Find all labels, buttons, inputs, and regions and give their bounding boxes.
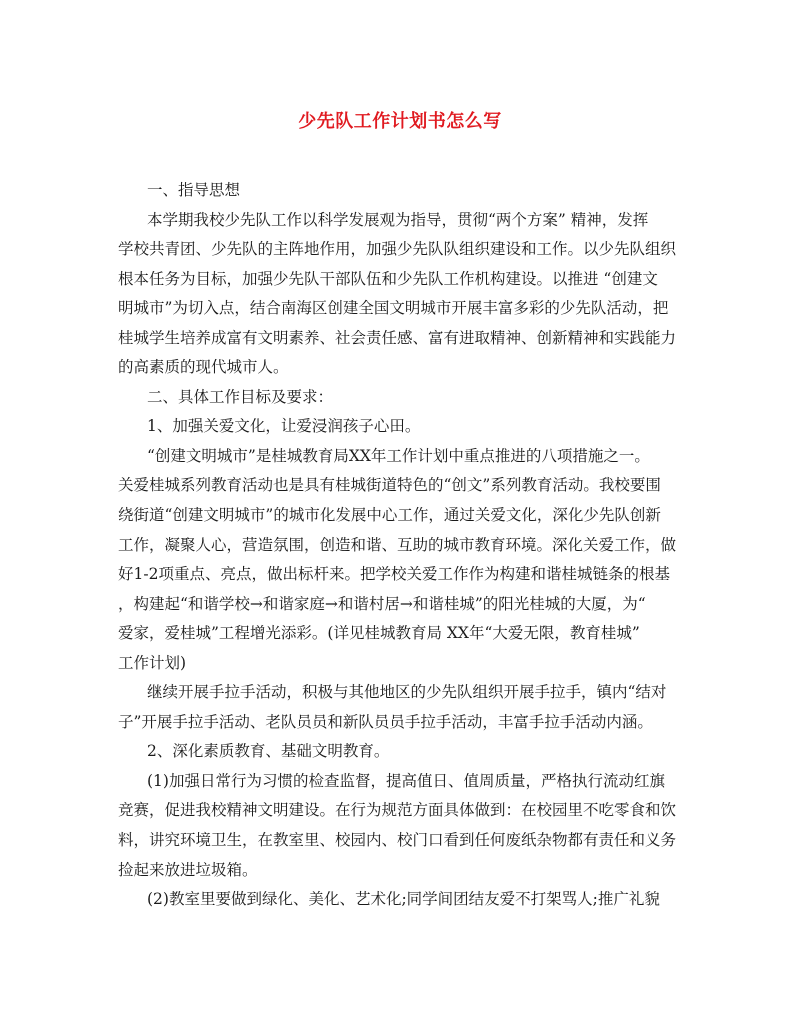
section-heading-guiding-thought: 一、指导思想 — [147, 181, 241, 199]
paragraph-line: 工作，凝聚人心，营造氛围，创造和谐、互助的城市教育环境。深化关爱工作，做 — [118, 535, 677, 554]
paragraph-line: 的高素质的现代城市人。 — [118, 358, 289, 377]
paragraph-line: 好1-2项重点、亮点，做出标杆来。把学校关爱工作作为构建和谐桂城链条的根基 — [118, 565, 670, 584]
paragraph-line: “创建文明城市”是桂城教育局XX年工作计划中重点推进的八项措施之一。 — [147, 446, 650, 465]
paragraph-line: 捡起来放进垃圾箱。 — [118, 860, 258, 879]
paragraph-line: 工作计划) — [118, 653, 187, 672]
document-body — [118, 176, 678, 915]
paragraph-line: 本学期我校少先队工作以科学发展观为指导，贯彻“两个方案” 精神，发挥 — [147, 210, 649, 229]
paragraph-line: 继续开展手拉手活动，积极与其他地区的少先队组织开展手拉手，镇内“结对 — [147, 683, 667, 702]
paragraph-line: 绕街道“创建文明城市”的城市化发展中心工作，通过关爱文化，深化少先队创新 — [118, 506, 661, 525]
paragraph-line: 料，讲究环境卫生，在教室里、校园内、校门口看到任何废纸杂物都有责任和义务 — [118, 831, 677, 850]
paragraph-line: 明城市”为切入点，结合南海区创建全国文明城市开展丰富多彩的少先队活动，把 — [118, 299, 669, 318]
paragraph-line: (2)教室里要做到绿化、美化、艺术化;同学间团结友爱不打架骂人;推广礼貌 — [147, 890, 660, 909]
subheading-quality-education: 2、深化素质教育、基础文明教育。 — [147, 742, 390, 761]
paragraph-line: 子”开展手拉手活动、老队员员和新队员员手拉手活动，丰富手拉手活动内涵。 — [118, 712, 653, 731]
paragraph-line: 桂城学生培养成富有文明素养、社会责任感、富有进取精神、创新精神和实践能力 — [118, 328, 677, 347]
subheading-care-culture: 1、加强关爱文化，让爱浸润孩子心田。 — [147, 417, 421, 436]
document-title: 少先队工作计划书怎么写 — [298, 111, 502, 132]
paragraph-line: 竞赛，促进我校精神文明建设。在行为规范方面具体做到：在校园里不吃零食和饮 — [118, 801, 677, 820]
paragraph-line: 爱家，爱桂城”工程增光添彩。(详见桂城教育局 XX年“大爱无限，教育桂城” — [118, 624, 640, 643]
paragraph-line: 根本任务为目标，加强少先队干部队伍和少先队工作机构建设。以推进 “创建文 — [118, 269, 658, 288]
paragraph-line: 学校共青团、少先队的主阵地作用，加强少先队队组织建设和工作。以少先队组织 — [118, 240, 677, 259]
section-heading-work-goals: 二、具体工作目标及要求： — [147, 387, 334, 406]
paragraph-line: ，构建起“和谐学校→和谐家庭→和谐村居→和谐桂城”的阳光桂城的大厦，为“ — [118, 594, 646, 613]
paragraph-line: 关爱桂城系列教育活动也是具有桂城街道特色的“创文”系列教育活动。我校要围 — [118, 476, 661, 495]
paragraph-line: (1)加强日常行为习惯的检查监督，提高值日、值周质量，严格执行流动红旗 — [147, 771, 665, 790]
